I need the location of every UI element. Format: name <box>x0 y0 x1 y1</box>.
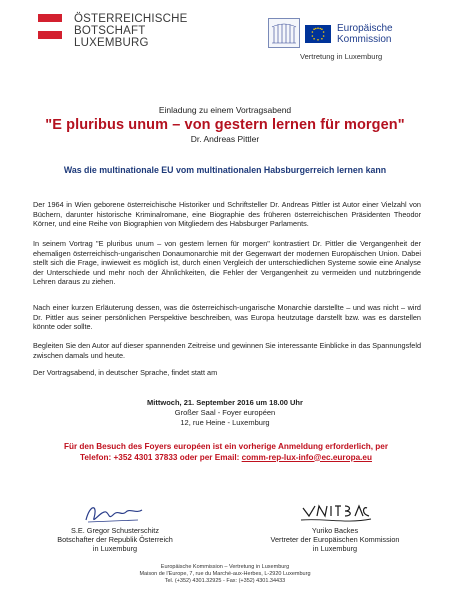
paragraph-invitation: Begleiten Sie den Autor auf dieser spannenden Zeitreise und gewinnen Sie interessante Einblicke in das Spannungsfeld zwischen damals und heute. <box>33 341 421 360</box>
berlaymont-logo-icon <box>268 18 300 48</box>
representative-role-1: Vertreter der Europäischen Kommission <box>270 534 400 544</box>
invitation-intro: Einladung zu einem Vortragsabend <box>158 105 292 115</box>
embassy-line-1: ÖSTERREICHISCHE <box>74 13 188 25</box>
letterhead <box>0 0 450 80</box>
event-address: 12, rue Heine - Luxemburg <box>180 418 270 427</box>
footer-line-2: Maison de l'Europe, 7, rue du Marché-aux-Herbes, L-2920 Luxemburg <box>139 571 311 577</box>
eu-title-line-2: Kommission <box>337 33 392 45</box>
representative-role-2: in Luxemburg <box>312 543 358 553</box>
registration-line-1: Für den Besuch des Foyers européen ist ein vorherige Anmeldung erforderlich, per <box>63 442 389 451</box>
registration-notice <box>40 442 412 463</box>
speaker-name: Dr. Andreas Pittler <box>190 134 260 144</box>
lecture-title: "E pluribus unum – von gestern lernen für morgen" <box>45 117 405 133</box>
embassy-line-3: LUXEMBURG <box>74 37 149 49</box>
footer-line-3: Tel. (+352) 4301.32925 - Fax: (+352) 4301.34433 <box>164 578 286 584</box>
paragraph-author-bio: Der 1964 in Wien geborene österreichische Historiker und Schriftsteller Dr. Andreas Pittler ist Autor einer Vielzahl von Büchern, darunter historische Kriminalromane, eine Biographie des früheren österreichischen Präsidenten Theodor Körner, und eine Reihe von Biographien von Mitgliedern des Habsburger Parlaments. <box>33 200 421 229</box>
lecture-subtitle: Was die multinationale EU vom multinationalen Habsburgerreich lernen kann <box>63 165 387 175</box>
representative-name: Yuriko Backes <box>311 526 359 535</box>
signature-block-ambassador <box>50 500 180 553</box>
embassy-name <box>74 13 188 49</box>
event-venue: Großer Saal - Foyer européen <box>174 408 276 417</box>
registration-email-link[interactable]: comm-rep-lux-info@ec.europa.eu <box>241 452 372 462</box>
footer-line-1: Europäische Kommission – Vertretung in Luxemburg <box>160 564 290 570</box>
paragraph-lecture-details: Nach einer kurzen Erläuterung dessen, was die österreichisch-ungarische Monarchie darstellte – und was nicht – wird Dr. Pittler aus seiner persönlichen Perspektive beschreiben, was Europa heutzutage darstellt bzw. was es darstellen könnte oder sollte. <box>33 303 421 332</box>
ambassador-role-1: Botschafter der Republik Österreich <box>57 534 173 544</box>
registration-phone: Telefon: +352 4301 37833 oder per Email: <box>79 452 242 462</box>
paragraph-lecture-summary: In seinem Vortrag "E pluribus unum – von gestern lernen für morgen" kontrastiert Dr. Pittler die Vergangenheit der ehemaligen österreichisch-ungarischen Donaumonarchie mit der Gegenwart der modernen Europäischen Union. Dabei stellt sich die Frage, inwieweit es möglich ist, durch einen Vergleich der unterschiedlichen Systeme sowie eine Analyse der Unterschiede und mehr noch der Ähnlichkeiten, die Fehler der Vergangenheit zu vermeiden und nutzbringende Lehren daraus zu ziehen. <box>33 239 421 287</box>
representative-signature-icon <box>295 500 375 526</box>
eu-flag-icon <box>305 25 331 43</box>
registration-line-2 <box>40 453 412 464</box>
footer-address <box>0 564 450 585</box>
eu-title-line-1: Europäische <box>337 23 393 34</box>
ambassador-signature-icon <box>80 500 150 526</box>
event-date: Mittwoch, 21. September 2016 um 18.00 Uhr <box>147 398 303 407</box>
signature-block-representative <box>245 500 425 553</box>
embassy-line-2: BOTSCHAFT <box>74 25 146 37</box>
austria-flag-icon <box>38 14 62 39</box>
ambassador-name: S.E. Gregor Schusterschitz <box>70 526 159 535</box>
eu-representation-label: Vertretung in Luxemburg <box>300 52 383 61</box>
ambassador-role-2: in Luxemburg <box>92 543 138 553</box>
paragraph-event-intro: Der Vortragsabend, in deutscher Sprache, findet statt am <box>33 368 218 377</box>
eu-commission-name <box>337 24 393 45</box>
